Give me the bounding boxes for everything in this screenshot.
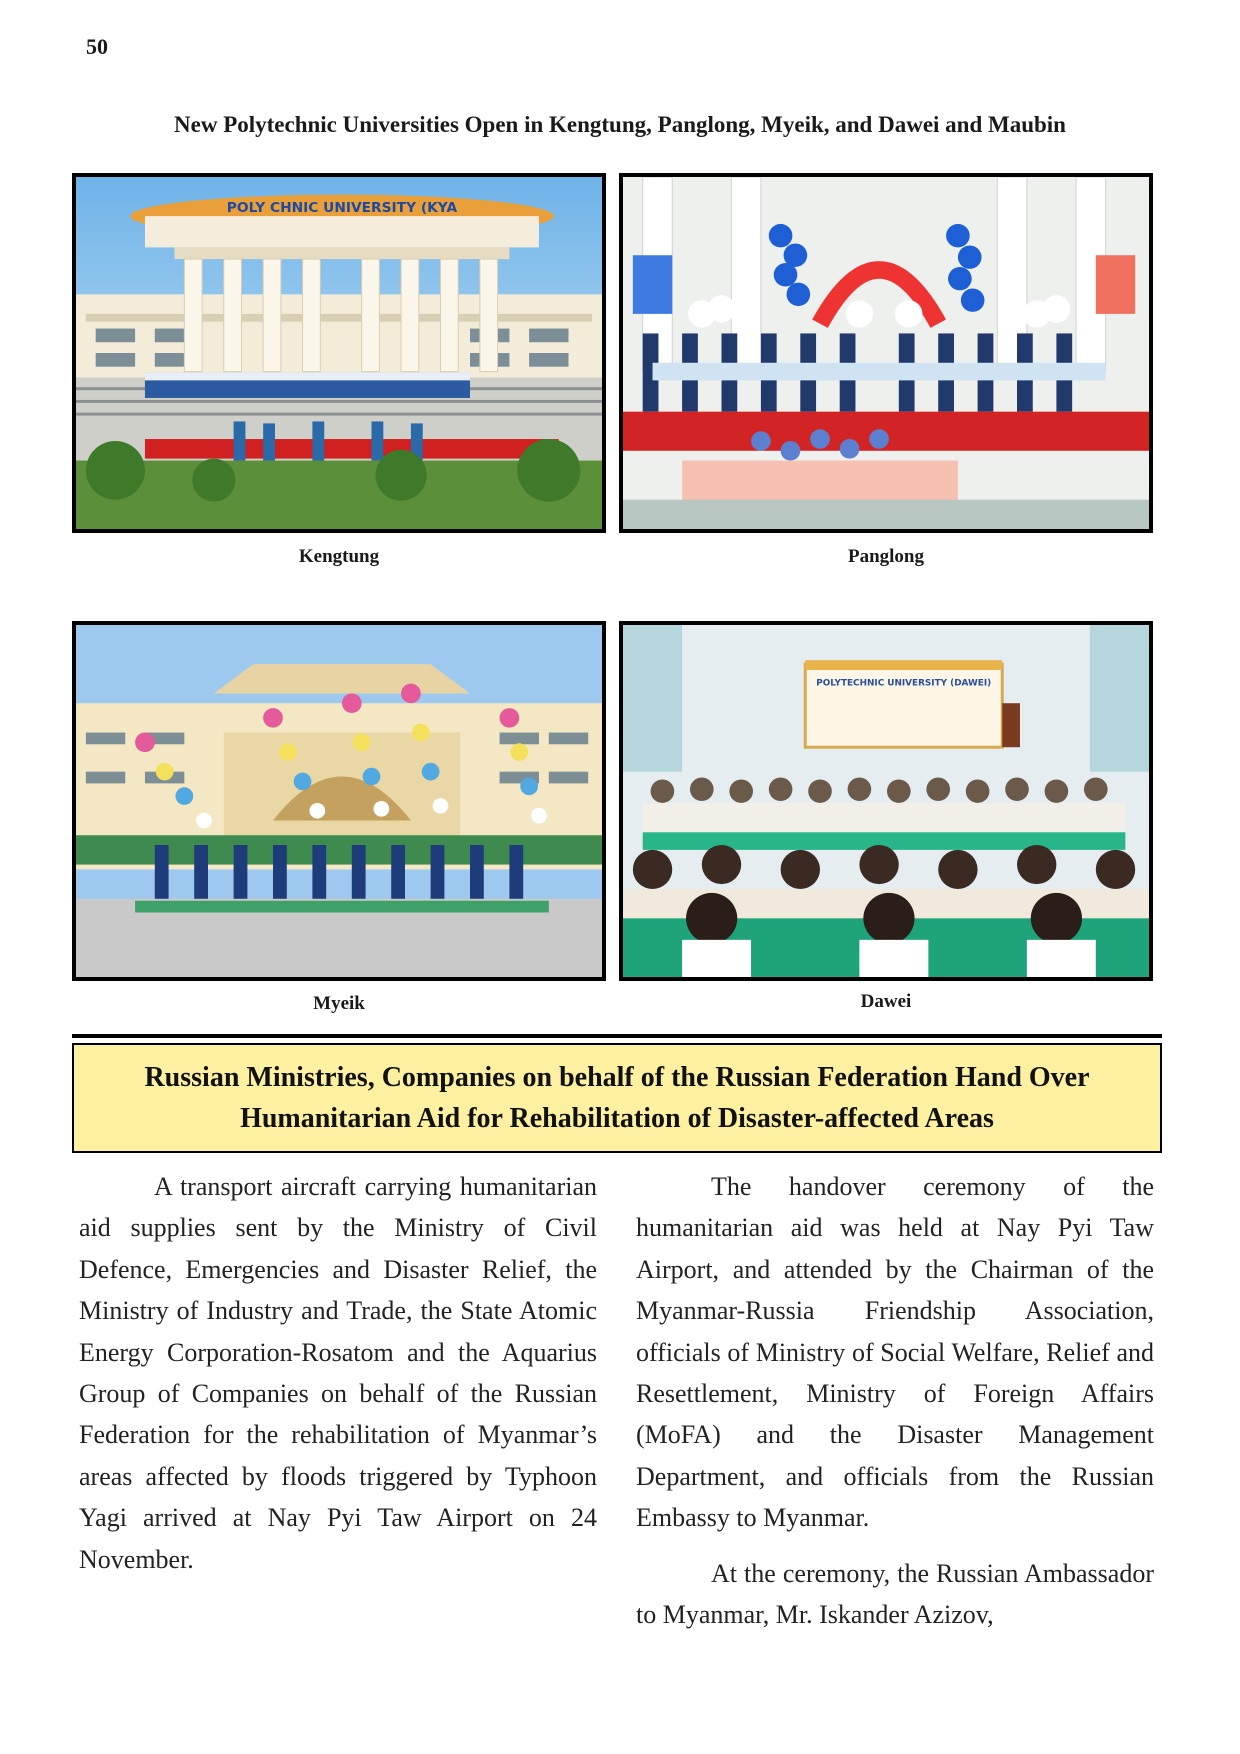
- caption-myeik: Myeik: [313, 993, 365, 1014]
- photo-panglong: [619, 173, 1153, 533]
- dawei-auditorium-image: [623, 625, 1149, 977]
- dawei-banner-text: POLYTECHNIC UNIVERSITY (DAWEI): [816, 678, 992, 689]
- myeik-university-image: [76, 625, 602, 977]
- caption-kengtung: Kengtung: [298, 546, 380, 567]
- article-headline-box: [72, 1043, 1162, 1153]
- article-column-2: [636, 1166, 1154, 1635]
- photo-myeik: [72, 621, 606, 981]
- panglong-ceremony-image: [623, 177, 1149, 529]
- kengtung-banner-text: POLY CHNIC UNIVERSITY (KYA: [226, 200, 458, 217]
- article-paragraph: A transport aircraft carrying humanitarian aid supplies sent by the Ministry of Civil Defence, Emergencies and Disaster Relief, the Ministry of Industry and Trade, the State Atomic Energy Corporation-Rosatom and the Aquarius Group of Companies on behalf of the Russian Federation for the rehabilitation of Myanmar’s areas affected by floods triggered by Typhoon Yagi arrived at Nay Pyi Taw Airport on 24 November.: [79, 1172, 597, 1574]
- article-paragraph: The handover ceremony of the humanitarian aid was held at Nay Pyi Taw Airport, and attended by the Chairman of the Myanmar-Russia Friendship Association, officials of Ministry of Social Welfare, Relief and Resettlement, Ministry of Foreign Affairs (MoFA) and the Disaster Management Department, and officials from the Russian Embassy to Myanmar.: [636, 1172, 1154, 1533]
- article-headline: Russian Ministries, Companies on behalf of the Russian Federation Hand Over Humanitarian Aid for Rehabilitation of Disaster-affected Areas: [144, 1062, 1090, 1134]
- page-number: 50: [86, 34, 108, 59]
- kengtung-university-image: [76, 177, 602, 529]
- caption-dawei: Dawei: [860, 991, 912, 1012]
- photo-dawei: [619, 621, 1153, 981]
- photo-kengtung: [72, 173, 606, 533]
- section-title: New Polytechnic Universities Open in Kengtung, Panglong, Myeik, and Dawei and Maubin: [174, 112, 1066, 137]
- caption-panglong: Panglong: [847, 546, 925, 567]
- section-divider: [72, 1034, 1162, 1038]
- article-paragraph: At the ceremony, the Russian Ambassador to Myanmar, Mr. Iskander Azizov,: [636, 1558, 1154, 1630]
- article-column-1: [79, 1166, 597, 1580]
